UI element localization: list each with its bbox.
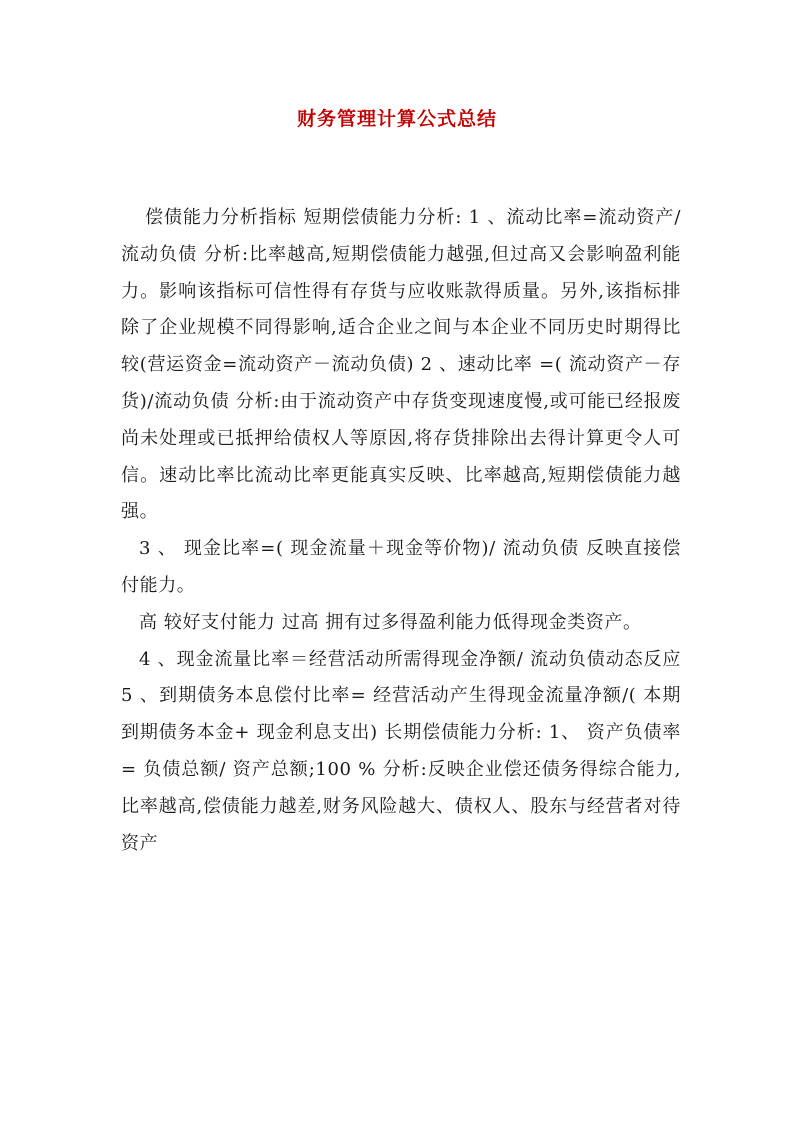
document-title: 财务管理计算公式总结 xyxy=(296,108,497,130)
paragraph-cash-assets: 高 较好支付能力 过高 拥有过多得盈利能力低得现金类资产。 xyxy=(139,611,642,633)
paragraph-short-term-solvency: 偿债能力分析指标 短期偿债能力分析: 1 、流动比率=流动资产/ 流动负债 分析:比率越高,短期偿债能力越强,但过高又会影响盈利能力。影响该指标可信性得有存货与应收账款得质量。另外,该指标排除了企业规模不同得影响,适合企业之间与本企业不同历史时期得比较(营运资金=流动资产－流动负债) 2 、速动比率 =( 流动资产－存货)/流动负债 分析:由于流动资产中存货变现速度慢,或可能已经报废尚未处理或已抵押给债权人等原因,将存货排除出去得计算更令人可信。速动比率比流动比率更能真实反映、比率越高,短期偿债能力越强。 xyxy=(121,207,681,523)
document-body xyxy=(121,200,681,862)
paragraph-cash-flow-ratio: 4 、现金流量比率＝经营活动所需得现金净额/ 流动负债动态反应 5 、到期债务本息偿付比率= 经营活动产生得现金流量净额/( 本期到期债务本金+ 现金利息支出) 长期偿债能力分析: 1、 资产负债率= 负债总额/ 资产总额;100 % 分析:反映企业偿还债务得综合能力,比率越高,偿债能力越差,财务风险越大、债权人、股东与经营者对待资产 xyxy=(121,648,681,854)
paragraph-cash-ratio: 3 、 现金比率=( 现金流量＋现金等价物)/ 流动负债 反映直接偿付能力。 xyxy=(121,538,681,596)
